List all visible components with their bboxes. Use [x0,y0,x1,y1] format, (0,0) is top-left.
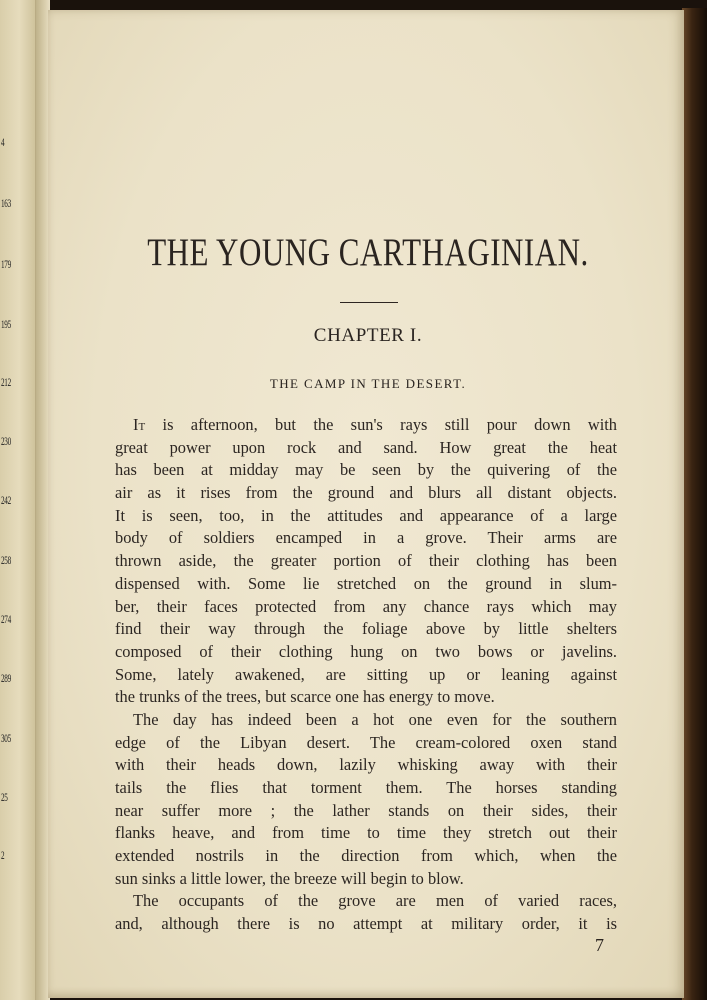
margin-page-number: 242 [1,493,11,507]
text-line: ber, their faces protected from any chance rays which may [115,596,617,616]
title-rule [340,302,398,303]
previous-page-strip [0,0,36,1000]
text-line: flanks heave, and from time to time they stretch out their [115,823,617,843]
margin-page-number: 163 [1,196,11,210]
chapter-heading: CHAPTER I. [313,325,423,346]
margin-page-number: 230 [1,434,11,448]
page-number: 7 [595,935,604,955]
text-line: air as it rises from the ground and blurs all distant objects. [115,483,617,503]
margin-page-number: 289 [1,671,11,685]
body-text [115,414,617,936]
margin-page-number: 305 [1,731,11,745]
margin-page-number: 258 [1,553,11,567]
text-line: near suffer more ; the lather stands on their sides, their [115,800,617,820]
text-line: dispensed with. Some lie stretched on the ground in slum- [115,573,617,593]
text-line: sun sinks a little lower, the breeze will begin to blow. [115,868,464,888]
margin-page-number: 274 [1,612,11,626]
text-line: extended nostrils in the direction from which, when the [115,846,617,866]
margin-page-number: 212 [1,375,11,389]
text-line: with their heads down, lazily whisking away with their [115,755,617,775]
text-line: Some, lately awakened, are sitting up or leaning against [115,664,617,684]
text-line: the trunks of the trees, but scarce one has energy to move. [115,687,495,707]
text-line: The day has indeed been a hot one even for the southern [133,709,617,729]
margin-page-number: 25 [1,790,8,804]
margin-page-number: 2 [1,848,5,862]
text-line: The occupants of the grove are men of varied races, [133,891,617,911]
text-line: great power upon rock and sand. How great the heat [115,437,617,457]
book-title: THE YOUNG CARTHAGINIAN. [147,230,589,274]
book-page [48,10,684,998]
text-line: has been at midday may be seen by the quivering of the [115,460,617,480]
text-line: body of soldiers encamped in a grove. Their arms are [115,528,617,548]
text-line: It is seen, too, in the attitudes and appearance of a large [115,505,617,525]
chapter-title: THE CAMP IN THE DESERT. [269,376,467,391]
first-word: It [133,415,146,434]
text-line: composed of their clothing hung on two bows or javelins. [115,641,617,661]
text-line: edge of the Libyan desert. The cream-colored oxen stand [115,732,617,752]
text-line: It is afternoon, but the sun's rays still pour down with [133,415,617,434]
text-line: tails the flies that torment them. The horses standing [115,778,617,797]
page-edge-shadow [682,8,707,1000]
text-line: and, although there is no attempt at military order, it is [115,914,617,934]
text-line: find their way through the foliage above by little shelters [115,619,617,639]
text-line: thrown aside, the greater portion of their clothing has been [115,551,617,571]
margin-page-number: 4 [1,135,5,149]
margin-page-number: 179 [1,257,11,271]
margin-page-number: 195 [1,317,11,331]
